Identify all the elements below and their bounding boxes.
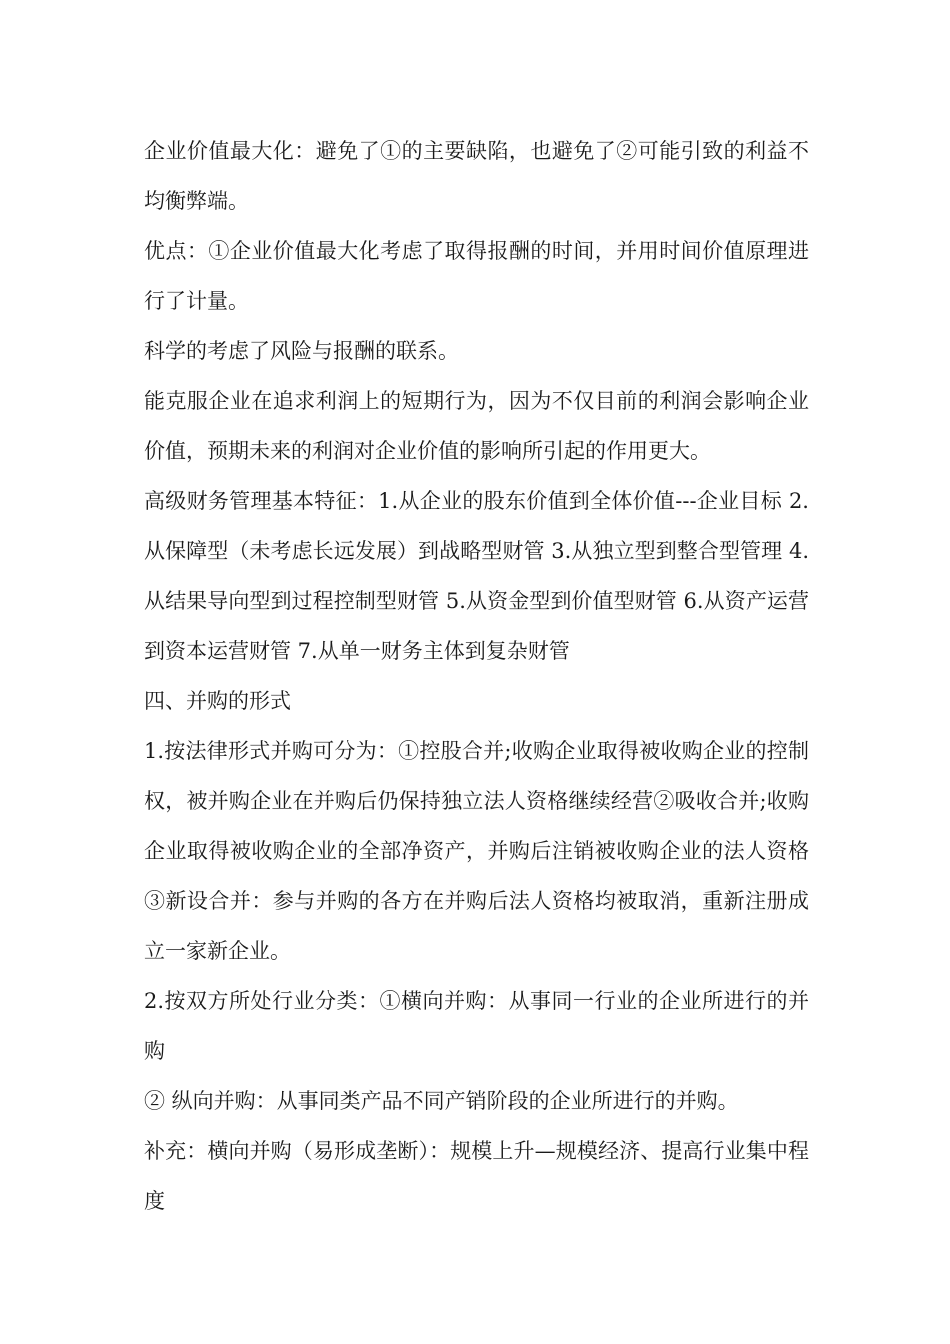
paragraph-legal-form-mergers: 1.按法律形式并购可分为：①控股合并;收购企业取得被收购企业的控制权，被并购企业在并购后仍保持独立法人资格继续经营②吸收合并;收购企业取得被收购企业的全部净资产，并购后注销被收购企业的法人资格③新设合并：参与并购的各方在并购后法人资格均被取消，重新注册成立一家新企业。 [144,739,809,963]
paragraph-vertical-merger: ② 纵向并购：从事同类产品不同产销阶段的企业所进行的并购。 [144,1089,739,1113]
paragraph-enterprise-value-maximization: 企业价值最大化：避免了①的主要缺陷，也避免了②可能引致的利益不均衡弊端。 [144,139,809,213]
paragraph-risk-reward: 科学的考虑了风险与报酬的联系。 [144,339,459,363]
paragraph-supplement: 补充：横向并购（易形成垄断）：规模上升—规模经济、提高行业集中程度 [144,1139,809,1213]
paragraph-industry-classification: 2.按双方所处行业分类：①横向并购：从事同一行业的企业所进行的并购 [144,989,809,1063]
paragraph-advanced-financial-management: 高级财务管理基本特征：1.从企业的股东价值到全体价值---企业目标 2.从保障型（未考虑长远发展）到战略型财管 3.从独立型到整合型管理 4.从结果导向型到过程控制型财管 5.从资金型到价值型财管 6.从资产运营到资本运营财管 7.从单一财务主体到复杂财管 [144,489,809,663]
paragraph-short-term-behavior: 能克服企业在追求利润上的短期行为，因为不仅目前的利润会影响企业价值，预期未来的利润对企业价值的影响所引起的作用更大。 [144,389,809,463]
section-heading-merger-forms: 四、并购的形式 [144,689,291,713]
paragraph-advantages: 优点：①企业价值最大化考虑了取得报酬的时间，并用时间价值原理进行了计量。 [144,239,809,313]
document-body [144,126,809,1226]
